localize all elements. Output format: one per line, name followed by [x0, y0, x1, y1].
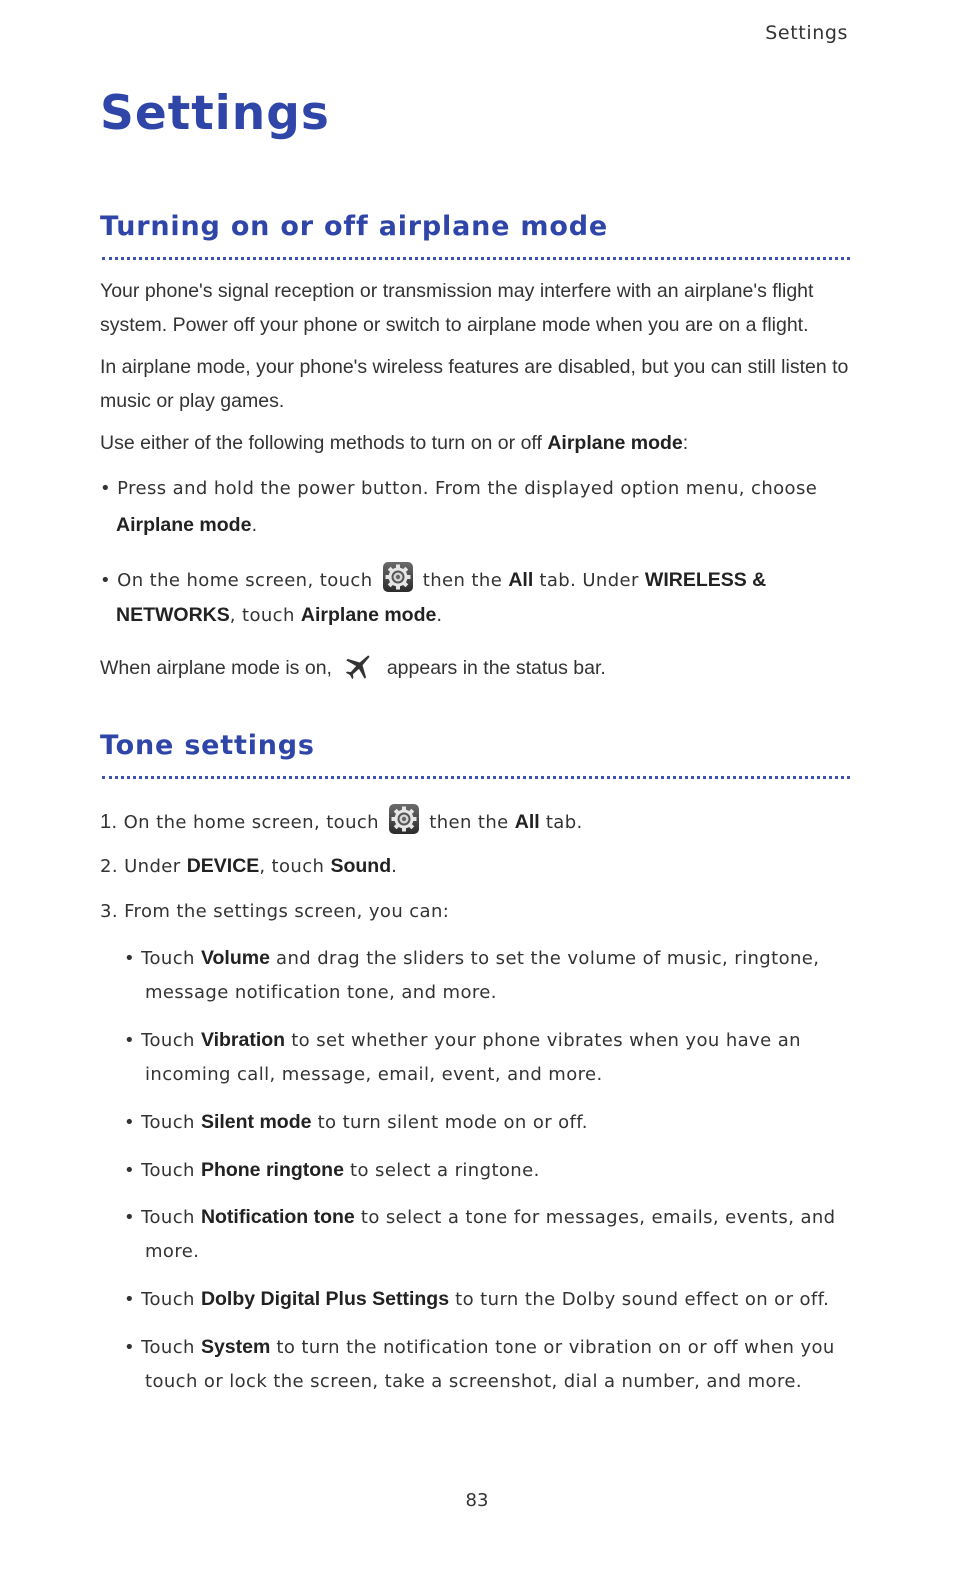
settings-gear-icon	[389, 804, 419, 834]
text: then the	[429, 812, 515, 833]
paragraph-line: system. Power off your phone or switch to airplane mode when you are on a flight.	[100, 314, 809, 336]
bold-term: Airplane mode	[547, 432, 683, 454]
step-line	[100, 849, 397, 884]
settings-gear-icon	[383, 562, 413, 592]
list-item-silent-mode	[124, 1105, 588, 1140]
bold-term: Dolby Digital Plus Settings	[200, 1288, 450, 1310]
page-title: Settings	[100, 86, 330, 141]
paragraph-wireless	[100, 350, 860, 418]
bold-term: Phone ringtone	[200, 1159, 344, 1181]
text: tab. Under	[533, 570, 645, 591]
step-line: 3. From the settings screen, you can:	[100, 901, 450, 922]
text: Touch	[141, 1289, 201, 1310]
text: .	[251, 515, 258, 536]
text: then the	[422, 570, 509, 591]
list-item-volume	[124, 941, 819, 1010]
bullet-line: • Press and hold the power button. From the displayed option menu, choose	[100, 478, 818, 499]
text: On the home screen, touch	[117, 570, 373, 591]
section-heading-tone: Tone settings	[100, 730, 315, 761]
bullet-line: • Touch Dolby Digital Plus Settings to turn the Dolby sound effect on or off.	[124, 1288, 830, 1310]
text: Touch	[141, 1030, 201, 1051]
list-item-phone-ringtone	[124, 1153, 540, 1188]
text: tab.	[539, 812, 583, 833]
text: Use either of the following methods to turn on or off	[100, 432, 548, 454]
step-1	[100, 804, 583, 840]
bold-term: Airplane mode	[300, 604, 437, 626]
step-line	[100, 804, 583, 840]
bold-term: Airplane mode	[116, 514, 252, 536]
text: , touch	[229, 605, 301, 626]
bullet-line: • Touch Silent mode to turn silent mode on or off.	[124, 1111, 588, 1133]
bold-term: All	[508, 569, 534, 591]
paragraph-line: music or play games.	[100, 390, 285, 412]
text: Touch	[141, 1160, 201, 1181]
text: to select a ringtone.	[343, 1160, 540, 1181]
text: Touch	[141, 1112, 201, 1133]
text: 2. Under	[100, 856, 187, 877]
running-header: Settings	[765, 22, 848, 44]
text: to select a tone for messages, emails, events, and	[354, 1207, 836, 1228]
bullet-line: • Touch Vibration to set whether your phone vibrates when you have an	[124, 1029, 801, 1051]
bold-term: Vibration	[200, 1029, 286, 1051]
paragraph-line: In airplane mode, your phone's wireless features are disabled, but you can still listen to	[100, 356, 849, 378]
bullet-line: more.	[145, 1241, 200, 1262]
text: to turn the notification tone or vibration on or off when you	[270, 1337, 835, 1358]
bullet-line: incoming call, message, email, event, and more.	[145, 1064, 603, 1085]
text: to turn the Dolby sound effect on or off.	[449, 1289, 830, 1310]
text: .	[391, 856, 398, 877]
step-3	[100, 895, 449, 929]
list-item-dolby	[124, 1282, 829, 1317]
bullet-line	[100, 508, 817, 543]
page-number: 83	[465, 1490, 489, 1511]
step-number: 1.	[100, 811, 118, 833]
bullet-line: • Touch Volume and drag the sliders to set the volume of music, ringtone,	[124, 947, 820, 969]
text: Touch	[141, 1337, 201, 1358]
paragraph-interference	[100, 274, 860, 342]
list-item-vibration	[124, 1023, 801, 1092]
bold-term: Notification tone	[200, 1206, 355, 1228]
text: appears in the status bar.	[386, 657, 606, 679]
text: to turn silent mode on or off.	[311, 1112, 588, 1133]
bullet-line: • On the home screen, touch then the All tab. Under WIRELESS &	[100, 562, 766, 598]
bold-term: All	[514, 811, 540, 833]
bullet-line: • Touch System to turn the notification tone or vibration on or off when you	[124, 1336, 835, 1358]
paragraph-status-bar	[100, 650, 860, 693]
bold-term: Volume	[200, 947, 270, 969]
bullet-line	[100, 598, 766, 633]
airplane-icon	[343, 650, 375, 693]
text: On the home screen, touch	[123, 812, 379, 833]
text: and drag the sliders to set the volume of music, ringtone,	[269, 948, 820, 969]
bold-term: DEVICE	[186, 855, 260, 877]
bold-term: Sound	[330, 855, 392, 877]
bold-term: WIRELESS &	[644, 569, 767, 591]
step-2	[100, 849, 397, 884]
bullet-line: touch or lock the screen, take a screenshot, dial a number, and more.	[145, 1371, 802, 1392]
bullet-item-power-button	[100, 472, 817, 543]
text: .	[436, 605, 443, 626]
paragraph-methods	[100, 426, 860, 460]
text: When airplane mode is on,	[100, 657, 332, 679]
text: :	[682, 432, 689, 454]
bold-term: Silent mode	[200, 1111, 312, 1133]
section-divider	[102, 257, 850, 260]
text: to set whether your phone vibrates when you have an	[285, 1030, 801, 1051]
bullet-line: • Touch Phone ringtone to select a ringtone.	[124, 1159, 540, 1181]
bullet-line: message notification tone, and more.	[145, 982, 497, 1003]
bullet-item-home-screen	[100, 562, 766, 633]
text: Touch	[141, 1207, 201, 1228]
bullet-line: • Touch Notification tone to select a tone for messages, emails, events, and	[124, 1206, 836, 1228]
text: , touch	[259, 856, 331, 877]
text: Press and hold the power button. From the displayed option menu, choose	[117, 478, 818, 499]
list-item-system	[124, 1330, 835, 1399]
list-item-notification-tone	[124, 1200, 836, 1269]
section-divider	[102, 776, 850, 779]
bold-term: System	[200, 1336, 271, 1358]
section-heading-airplane: Turning on or off airplane mode	[100, 211, 608, 242]
bold-term: NETWORKS	[116, 604, 230, 626]
paragraph-line: Your phone's signal reception or transmission may interfere with an airplane's flight	[100, 280, 814, 302]
text: Touch	[141, 948, 201, 969]
